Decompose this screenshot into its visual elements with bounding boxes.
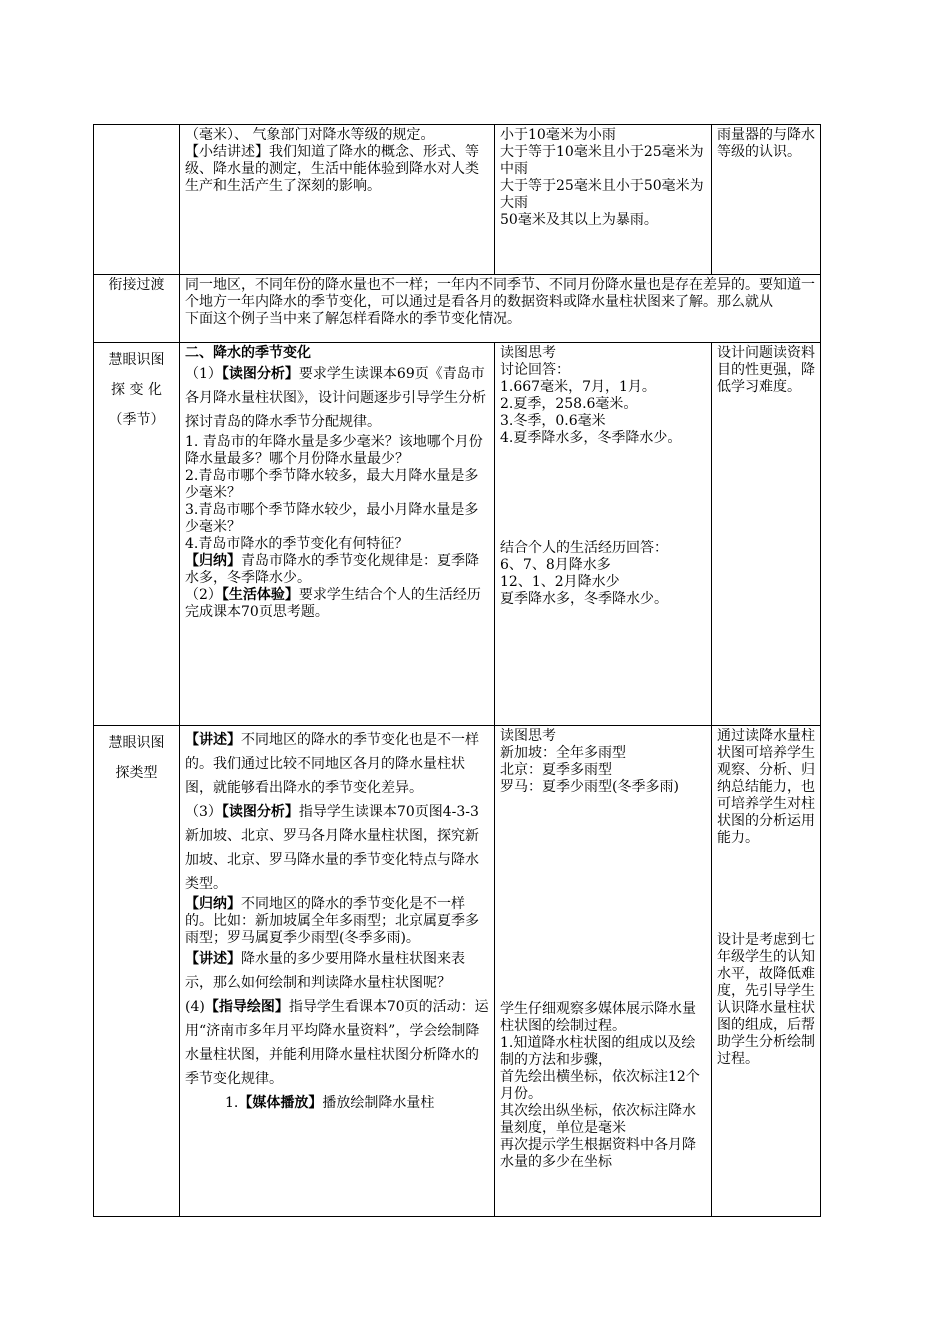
content-cell <box>180 125 495 275</box>
summary-text: 【归纳】不同地区的降水的季节变化是不一样的。比如：新加坡属全年多雨型；北京属夏季多雨型；罗马属夏季少雨型(冬季多雨)。 <box>185 896 479 946</box>
row-label <box>94 275 180 343</box>
row-label-text: 衔接过渡 <box>108 277 165 293</box>
lesson-plan-table <box>93 124 821 1217</box>
student-text: 1.667毫米，7月，1月。 <box>500 379 656 395</box>
student-text: 结合个人的生活经历回答： <box>500 540 668 556</box>
row-label-text: 探类型 <box>115 765 158 781</box>
content-paragraph: （3）【读图分析】指导学生读课本70页图4-3-3新加坡、北京、罗马各月降水量柱状图，探究新加坡、北京、罗马降水量的季节变化特点与降水类型。 <box>185 804 479 892</box>
content-cell <box>180 726 495 1217</box>
student-text: 6、7、8月降水多 <box>500 557 611 573</box>
content-paragraph: （1）【读图分析】要求学生读课本69页《青岛市各月降水量柱状图》，设计问题逐步引导学生分析探讨青岛的降水季节分配规律。 <box>185 366 486 430</box>
question-text: 1. 青岛市的年降水量是多少毫米？该地哪个月份降水量最多？哪个月份降水量最少？ <box>185 434 483 467</box>
student-text: 读图思考 <box>500 728 556 744</box>
student-text: 其次绘出纵坐标，依次标注降水量刻度，单位是毫米 <box>500 1103 696 1136</box>
student-text: 1.知道降水柱状图的组成以及绘制的方法和步骤， <box>500 1035 696 1068</box>
purpose-text: 通过读降水量柱状图可培养学生观察、分析、归纳总结能力，也可培养学生对柱状图的分析运用能力。 <box>717 728 815 846</box>
student-text: 学生仔细观察多媒体展示降水量柱状图的绘制过程。 <box>500 1001 696 1034</box>
table-row <box>94 275 821 343</box>
content-cell <box>180 343 495 726</box>
question-text: 4.青岛市降水的季节变化有何特征？ <box>185 536 409 552</box>
table-row <box>94 125 821 275</box>
row-label-text: （季节） <box>108 412 165 428</box>
student-text: 12、1、2月降水少 <box>500 574 620 590</box>
content-paragraph: 【讲述】不同地区的降水的季节变化也是不一样的。我们通过比较不同地区各月的降水量柱状图，就能够看出降水的季节变化差异。 <box>185 732 479 796</box>
content-text: 【小结讲述】我们知道了降水的概念、形式、等级、降水量的测定，生活中能体验到降水对人类生产和生活产生了深刻的影响。 <box>185 144 479 194</box>
student-text: 首先绘出横坐标，依次标注12个月份。 <box>500 1069 700 1102</box>
table-row <box>94 343 821 726</box>
row-label-text: 慧眼识图 <box>108 352 165 368</box>
student-activity-cell <box>495 125 712 275</box>
row-label <box>94 343 180 726</box>
student-text: 读图思考 <box>500 345 556 361</box>
table-row <box>94 726 821 1217</box>
content-text: （毫米）、 气象部门对降水等级的规定。 <box>185 127 435 143</box>
student-text: 罗马：夏季少雨型(冬季多雨) <box>500 779 679 795</box>
transition-text: 下面这个例子当中来了解怎样看降水的季节变化情况。 <box>185 311 521 327</box>
row-label-text: 慧眼识图 <box>108 735 165 751</box>
row-label-text: 探 变 化 <box>111 382 162 398</box>
transition-text: 同一地区，不同年份的降水量也不一样；一年内不同季节、不同月份降水量也是存在差异的。要知道一个地方一年内降水的季节变化，可以通过是看各月的数据资料或降水量柱状图来了解。那么就从 <box>185 277 815 310</box>
purpose-text: 设计是考虑到七年级学生的认知水平，故降低难度，先引导学生认识降水量柱状图的组成，后帮助学生分析绘制过程。 <box>717 932 815 1067</box>
design-purpose-cell <box>712 125 821 275</box>
content-paragraph: （2）【生活体验】要求学生结合个人的生活经历完成课本70页思考题。 <box>185 587 481 620</box>
student-text: 50毫米及其以上为暴雨。 <box>500 212 658 228</box>
purpose-text: 设计问题读资料目的性更强，降低学习难度。 <box>717 345 815 395</box>
summary-text: 【归纳】青岛市降水的季节变化规律是：夏季降水多，冬季降水少。 <box>185 553 479 586</box>
student-text: 小于10毫米为小雨 <box>500 127 616 143</box>
transition-cell <box>180 275 821 343</box>
content-paragraph: 【讲述】降水量的多少要用降水量柱状图来表示，那么如何绘制和判读降水量柱状图呢？ <box>185 951 465 991</box>
student-text: 夏季降水多，冬季降水少。 <box>500 591 668 607</box>
student-text: 新加坡：全年多雨型 <box>500 745 626 761</box>
student-text: 大于等于10毫米且小于25毫米为中雨 <box>500 144 704 177</box>
design-purpose-cell <box>712 726 821 1217</box>
design-purpose-cell <box>712 343 821 726</box>
student-text: 3.冬季，0.6毫米 <box>500 413 606 429</box>
student-text: 北京：夏季多雨型 <box>500 762 612 778</box>
student-text: 再次提示学生根据资料中各月降水量的多少在坐标 <box>500 1137 696 1170</box>
question-text: 2.青岛市哪个季节降水较多，最大月降水量是多少毫米？ <box>185 468 479 501</box>
purpose-text: 雨量器的与降水等级的认识。 <box>717 127 815 160</box>
student-text: 4.夏季降水多，冬季降水少。 <box>500 430 682 446</box>
student-activity-cell <box>495 343 712 726</box>
content-paragraph: 1.【媒体播放】播放绘制降水量柱 <box>225 1095 435 1111</box>
question-text: 3.青岛市哪个季节降水较少，最小月降水量是多少毫米？ <box>185 502 479 535</box>
row-label-empty <box>94 125 180 275</box>
student-activity-cell <box>495 726 712 1217</box>
student-text: 讨论回答： <box>500 362 570 378</box>
student-text: 2.夏季，258.6毫米。 <box>500 396 638 412</box>
section-heading: 二、降水的季节变化 <box>185 345 311 361</box>
content-paragraph: (4)【指导绘图】指导学生看课本70页的活动：运用“济南市多年月平均降水量资料”，学会绘制降水量柱状图，并能利用降水量柱状图分析降水的季节变化规律。 <box>185 999 489 1087</box>
student-text: 大于等于25毫米且小于50毫米为大雨 <box>500 178 704 211</box>
row-label <box>94 726 180 1217</box>
